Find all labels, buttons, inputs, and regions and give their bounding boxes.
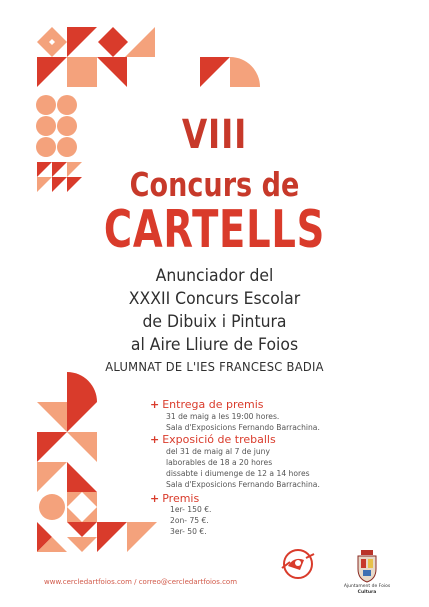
subtitle-line-2: XXXII Concurs Escolar	[128, 289, 301, 309]
exposicio-detail: Sala d'Exposicions Fernando Barrachina.	[166, 480, 320, 489]
title-concurs: Concurs de	[129, 165, 300, 204]
prize-item: 3er- 50 €.	[170, 527, 207, 536]
entrega-detail: Sala d'Exposicions Fernando Barrachina.	[166, 423, 320, 432]
ajuntament-foios-shield-icon	[352, 549, 382, 583]
plus-icon: +	[150, 398, 160, 411]
title-number: VIII	[181, 112, 248, 158]
prize-item: 2on- 75 €.	[170, 516, 209, 525]
exposicio-detail: dissabte i diumenge de 12 a 14 hores	[166, 469, 310, 478]
prize-item: 1er- 150 €.	[170, 505, 212, 514]
subtitle-line-1: Anunciador del	[155, 266, 274, 286]
ajuntament-department: Cultura	[357, 590, 377, 595]
title-cartells: CARTELLS	[103, 200, 326, 260]
footer-contact[interactable]: www.cercledartfoios.com / correo@cercledartfoios.com	[44, 578, 238, 586]
ajuntament-name: Ajuntament de Foios	[343, 584, 391, 589]
ajuntament-caption	[336, 584, 398, 596]
bottom-pattern	[37, 372, 160, 552]
audience-line: ALUMNAT DE L'IES FRANCESC BADIA	[105, 359, 324, 374]
exposicio-detail: del 31 de maig al 7 de juny	[166, 447, 270, 456]
cercle-art-logo	[274, 548, 322, 580]
subtitle-line-3: de Dibuix i Pintura	[142, 312, 287, 332]
exposicio-heading-text: Exposició de treballs	[162, 433, 276, 446]
entrega-detail: 31 de maig a les 19:00 hores.	[166, 412, 280, 421]
subtitle-line-4: al Aire Lliure de Foios	[130, 335, 299, 355]
plus-icon: +	[150, 433, 160, 446]
section-heading-premis	[150, 492, 199, 505]
plus-icon: +	[150, 492, 160, 505]
premis-heading-text: Premis	[162, 492, 200, 505]
entrega-heading-text: Entrega de premis	[162, 398, 264, 411]
section-heading-exposicio	[150, 433, 276, 446]
exposicio-detail: laborables de 18 a 20 hores	[166, 458, 273, 467]
section-heading-entrega	[150, 398, 264, 411]
